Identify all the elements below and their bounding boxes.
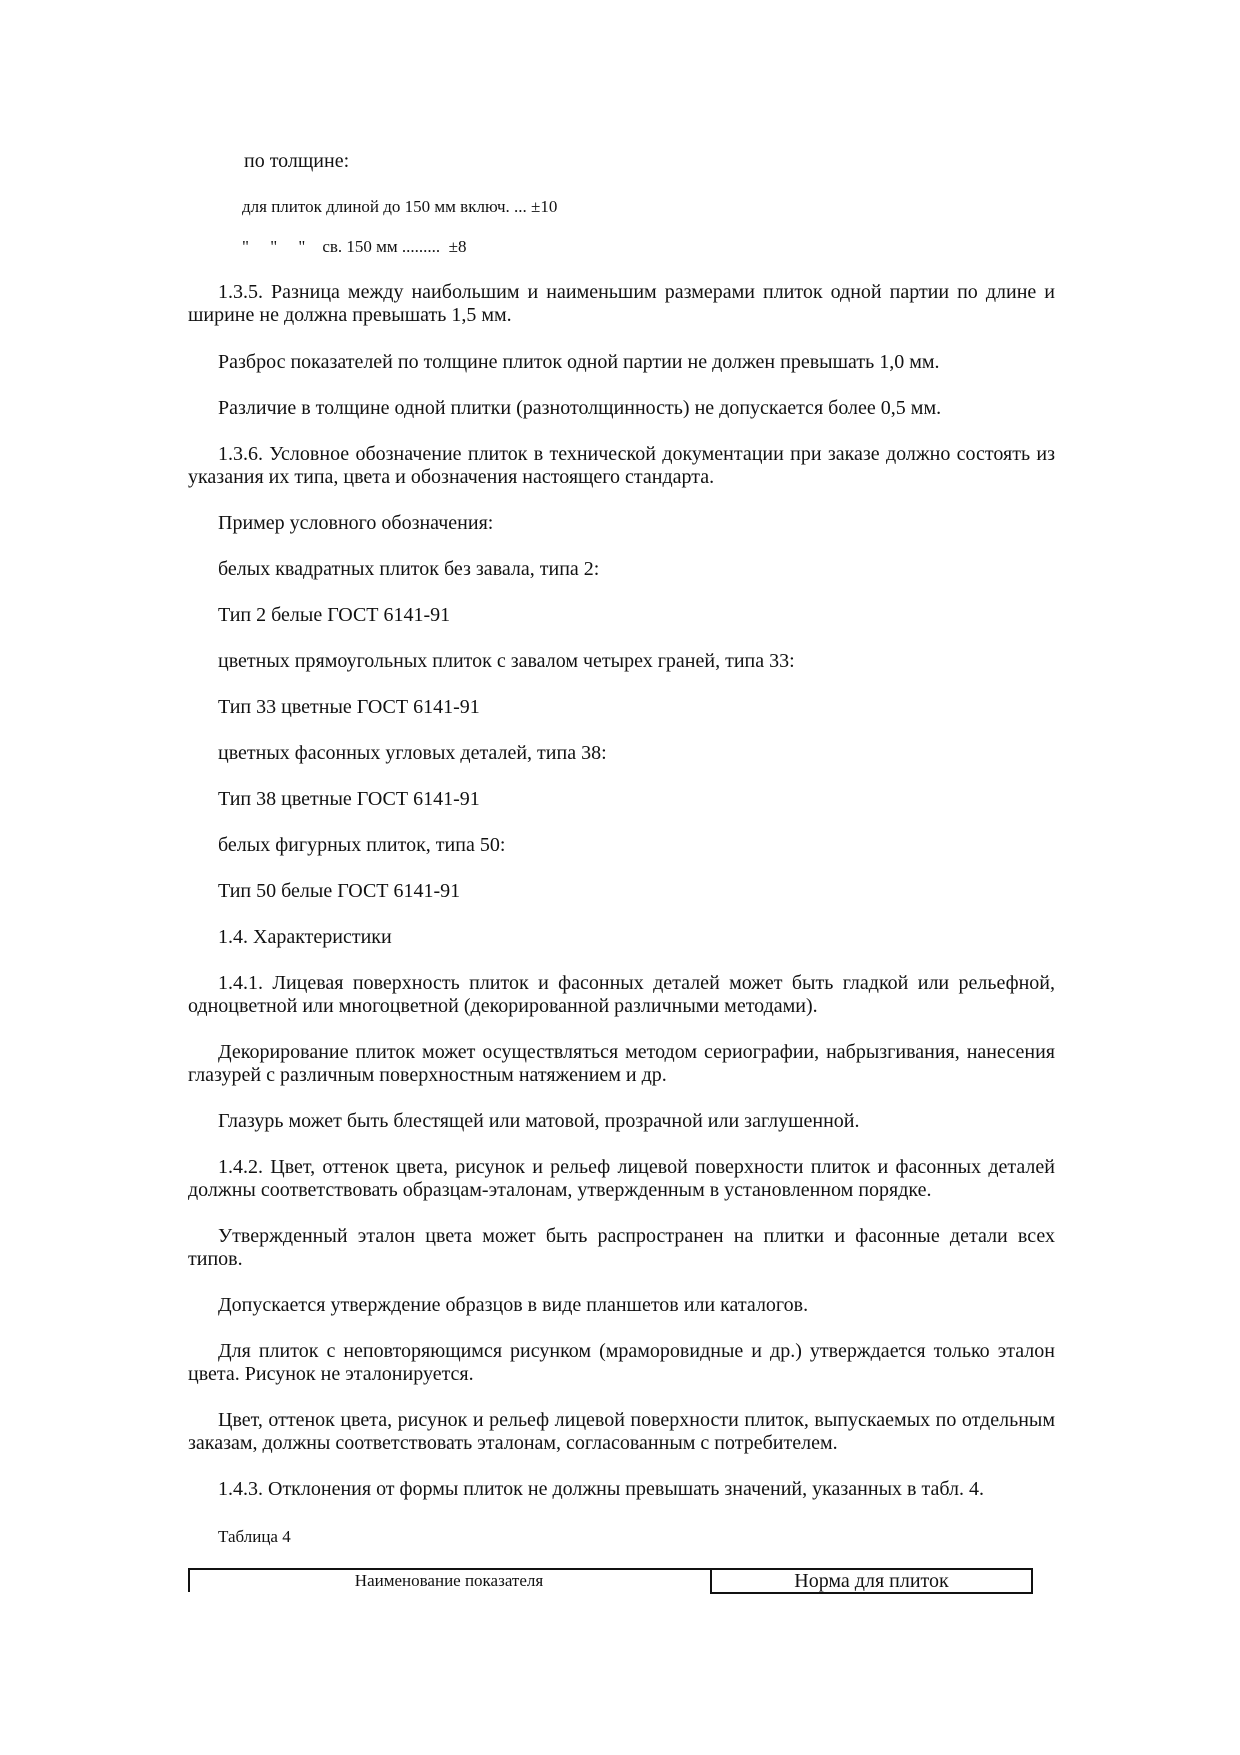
designation-type-38: Тип 38 цветные ГОСТ 6141-91 (218, 788, 480, 810)
paragraph-example-white-square: белых квадратных плиток без завала, типа 2: (218, 558, 600, 580)
paragraph-special-orders: Цвет, оттенок цвета, рисунок и рельеф лицевой поверхности плиток, выпускаемых по отдельным заказам, должны соответствовать эталонам, согласованным с потребителем. (188, 1409, 1055, 1454)
paragraph-1-4-1: 1.4.1. Лицевая поверхность плиток и фасонных деталей может быть гладкой или рельефной, одноцветной или многоцветной (декорированной различными методами). (188, 972, 1055, 1017)
paragraph-approved-standard: Утвержденный эталон цвета может быть распространен на плитки и фасонные детали всех типов. (188, 1225, 1055, 1270)
paragraph-example-figured: белых фигурных плиток, типа 50: (218, 834, 506, 856)
table-header-indicator: Наименование показателя (354, 1571, 544, 1590)
paragraph-example-corner-parts: цветных фасонных угловых деталей, типа 38: (218, 742, 607, 764)
paragraph-samples-approval: Допускается утверждение образцов в виде планшетов или каталогов. (218, 1294, 809, 1316)
designation-type-33: Тип 33 цветные ГОСТ 6141-91 (218, 696, 480, 718)
designation-type-50: Тип 50 белые ГОСТ 6141-91 (218, 880, 461, 902)
paragraph-decoration: Декорирование плиток может осуществляться методом сериографии, набрызгивания, нанесения глазурей с различным поверхностным натяжением и др. (188, 1041, 1055, 1086)
section-heading-1-4: 1.4. Характеристики (218, 926, 392, 948)
thickness-row-up-to-150: для плиток длиной до 150 мм включ. ... ±10 (242, 197, 558, 216)
paragraph-1-3-6: 1.3.6. Условное обозначение плиток в технической документации при заказе должно состоять из указания их типа, цвета и обозначения настоящего стандарта. (188, 443, 1055, 488)
table-4-header (188, 1568, 1031, 1592)
designation-type-2: Тип 2 белые ГОСТ 6141-91 (218, 604, 451, 626)
paragraph-thickness-spread: Разброс показателей по толщине плиток одной партии не должен превышать 1,0 мм. (218, 351, 940, 373)
paragraph-1-3-5: 1.3.5. Разница между наибольшим и наименьшим размерами плиток одной партии по длине и ширине не должна превышать 1,5 мм. (188, 281, 1055, 326)
thickness-row-over-150: " " " св. 150 мм ......... ±8 (242, 237, 467, 256)
paragraph-1-4-2: 1.4.2. Цвет, оттенок цвета, рисунок и рельеф лицевой поверхности плиток и фасонных деталей должны соответствовать образцам-эталонам, утвержденным в установленном порядке. (188, 1156, 1055, 1201)
table-top-border (188, 1568, 710, 1570)
paragraph-thickness-variation: Различие в толщине одной плитки (разнотолщинность) не допускается более 0,5 мм. (218, 397, 942, 419)
paragraph-example-colored-rect: цветных прямоугольных плиток с завалом четырех граней, типа 33: (218, 650, 795, 672)
paragraph-glaze: Глазурь может быть блестящей или матовой, прозрачной или заглушенной. (218, 1110, 860, 1132)
table-header-norm: Норма для плиток (710, 1568, 1033, 1594)
thickness-heading: по толщине: (244, 150, 350, 172)
paragraph-1-4-3: 1.4.3. Отклонения от формы плиток не должны превышать значений, указанных в табл. 4. (218, 1478, 984, 1500)
table-caption: Таблица 4 (218, 1527, 291, 1546)
paragraph-example-intro: Пример условного обозначения: (218, 512, 494, 534)
paragraph-non-repeating-pattern: Для плиток с неповторяющимся рисунком (мраморовидные и др.) утверждается только эталон цвета. Рисунок не эталонируется. (188, 1340, 1055, 1385)
